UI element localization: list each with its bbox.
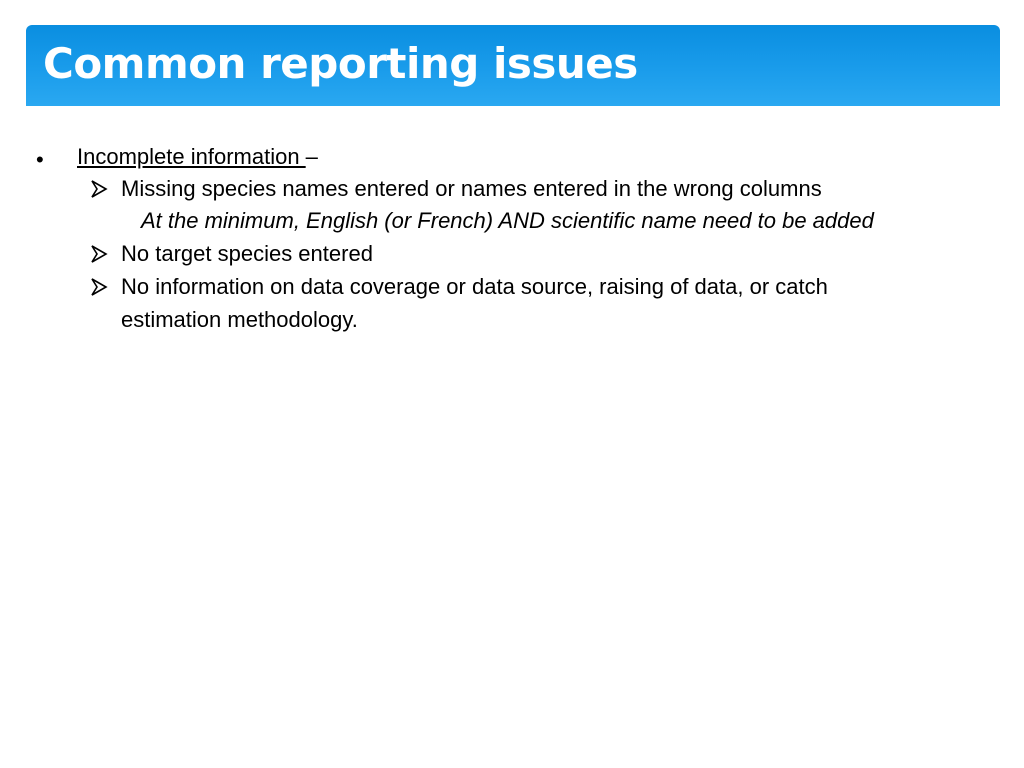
arrow-bullet-icon <box>90 180 108 198</box>
slide-title: Common reporting issues <box>43 39 638 88</box>
sub-bullet-note: At the minimum, English (or French) AND scientific name need to be added <box>141 208 874 233</box>
bullet-dash: – <box>305 144 318 169</box>
sub-bullet-no-information-cont: estimation methodology. <box>121 307 358 332</box>
bullet-item-incomplete-information <box>77 142 318 172</box>
sub-bullet-missing-species: Missing species names entered or names entered in the wrong columns <box>121 176 822 201</box>
bullet-heading: Incomplete information <box>77 144 306 169</box>
arrow-bullet-icon <box>90 278 108 296</box>
arrow-bullet-icon <box>90 245 108 263</box>
sub-bullet-no-information: No information on data coverage or data source, raising of data, or catch <box>121 274 828 299</box>
bullet-dot-icon: • <box>36 147 44 172</box>
sub-bullet-no-target-species: No target species entered <box>121 241 373 266</box>
